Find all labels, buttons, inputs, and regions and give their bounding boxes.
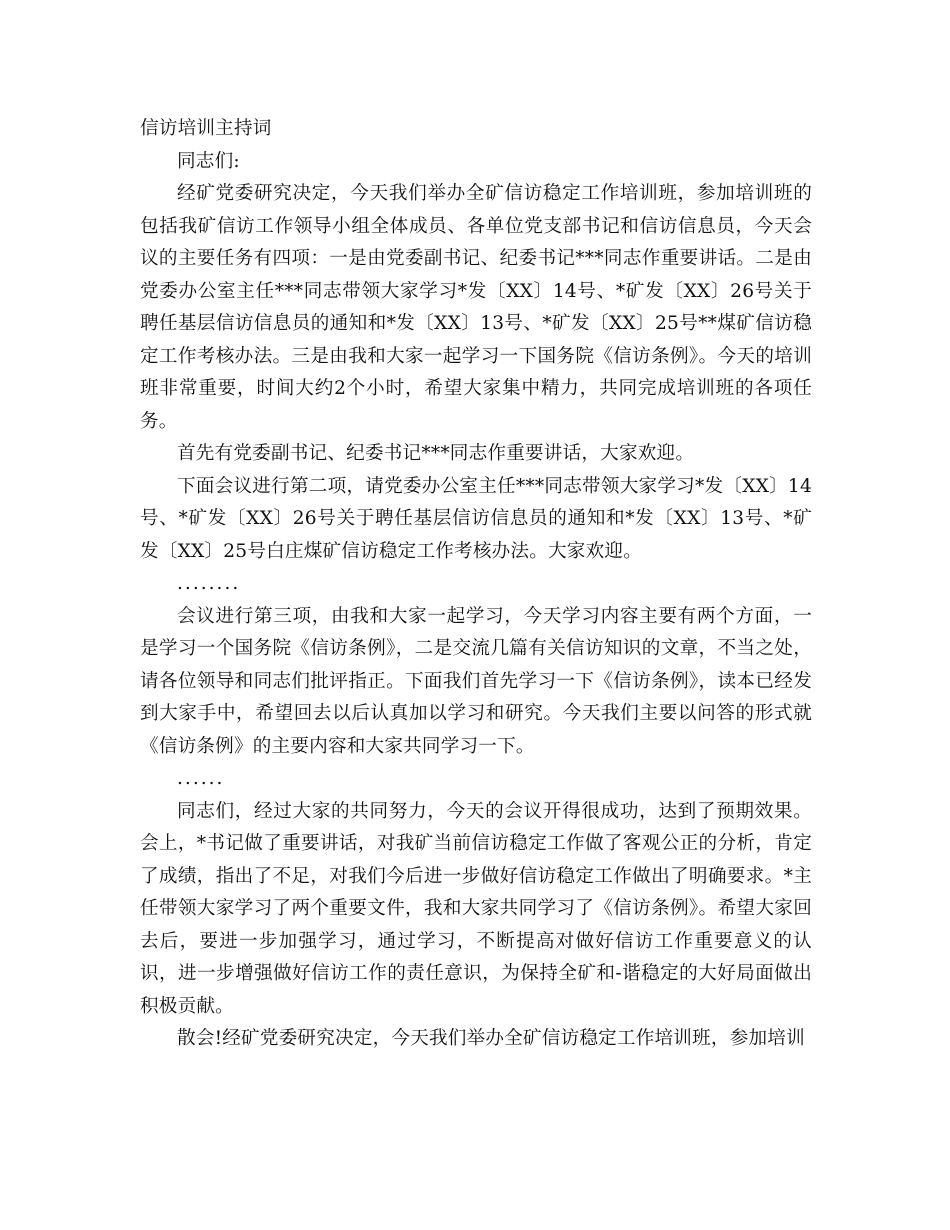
document-page [140,113,812,1056]
document-title: 信访培训主持词 [140,118,272,139]
ellipsis-separator: ...... [177,768,225,789]
body-paragraph-closing: 散会!经矿党委研究决定，今天我们举办全矿信访稳定工作培训班，参加培训 [177,1028,805,1049]
body-paragraph-first-item: 首先有党委副书记、纪委书记***同志作重要讲话，大家欢迎。 [177,443,695,464]
ellipsis-separator: ........ [177,573,241,594]
salutation-paragraph: 同志们: [177,150,240,172]
body-paragraph-intro: 经矿党委研究决定，今天我们举办全矿信访稳定工作培训班，参加培训班的包括我矿信访工作领导小组全体成员、各单位党支部书记和信访信息员，今天会议的主要任务有四项：一是由党委副书记、纪委书记***同志作重要讲话。二是由党委办公室主任***同志带领大家学习*发〔XX〕14号、*矿发〔XX〕26号关于聘任基层信访信息员的通知和*发〔XX〕13号、*矿发〔XX〕25号**煤矿信访稳定工作考核办法。三是由我和大家一起学习一下国务院《信访条例》。今天的培训班非常重要，时间大约2个小时，希望大家集中精力，共同完成培训班的各项任务。 [140,183,812,432]
body-paragraph-third-item: 会议进行第三项，由我和大家一起学习，今天学习内容主要有两个方面，一是学习一个国务院《信访条例》，二是交流几篇有关信访知识的文章，不当之处，请各位领导和同志们批评指正。下面我们首先学习一下《信访条例》，读本已经发到大家手中，希望回去以后认真加以学习和研究。今天我们主要以问答的形式就《信访条例》的主要内容和大家共同学习一下。 [140,605,812,757]
body-paragraph-second-item: 下面会议进行第二项，请党委办公室主任***同志带领大家学习*发〔XX〕14号、*矿发〔XX〕26号关于聘任基层信访信息员的通知和*发〔XX〕13号、*矿发〔XX〕25号白庄煤矿信访稳定工作考核办法。大家欢迎。 [140,475,812,562]
body-paragraph-summary: 同志们，经过大家的共同努力，今天的会议开得很成功，达到了预期效果。会上，*书记做了重要讲话，对我矿当前信访稳定工作做了客观公正的分析，肯定了成绩，指出了不足，对我们今后进一步做好信访稳定工作做出了明确要求。*主任带领大家学习了两个重要文件，我和大家共同学习了《信访条例》。希望大家回去后，要进一步加强学习，通过学习，不断提高对做好信访工作重要意义的认识，进一步增强做好信访工作的责任意识，为保持全矿和-谐稳定的大好局面做出积极贡献。 [140,800,812,1017]
